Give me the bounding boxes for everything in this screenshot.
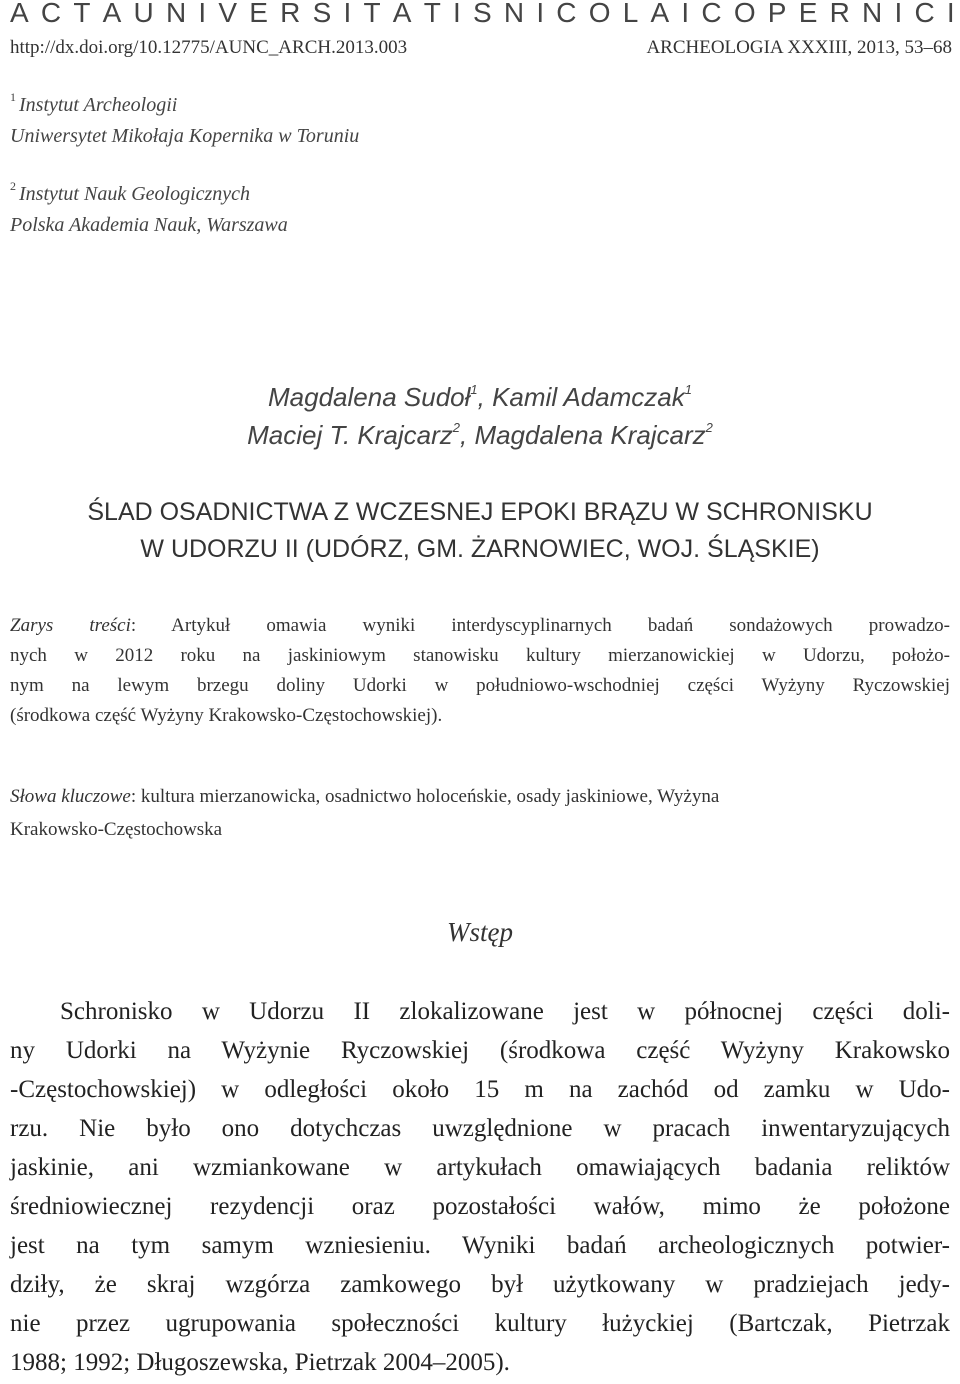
affiliation-text: Instytut Archeologii xyxy=(19,94,178,116)
journal-title-letter: C xyxy=(914,0,935,28)
journal-title-letter: A xyxy=(650,0,670,28)
paragraph-line: jaskinie, ani wzmiankowane w artykułach omawiających badania reliktów xyxy=(10,1154,950,1181)
journal-title xyxy=(10,0,955,28)
journal-title-letter: T xyxy=(363,0,381,28)
journal-title-letter: S xyxy=(312,0,332,28)
journal-title-letter: A xyxy=(392,0,412,28)
abstract-label: Zarys treści xyxy=(10,615,131,636)
affiliation-1 xyxy=(10,90,359,152)
author-affiliation-marker: 2 xyxy=(452,420,460,435)
journal-title-letter: T xyxy=(73,0,91,28)
journal-title-letter: C xyxy=(556,0,577,28)
journal-title-letter: N xyxy=(862,0,883,28)
journal-title-letter: I xyxy=(946,0,955,28)
journal-title-letter: E xyxy=(249,0,268,28)
article-title-line: ŚLAD OSADNICTWA Z WCZESNEJ EPOKI BRĄZU W SCHRONISKU xyxy=(87,498,873,526)
affiliation-line: Polska Akademia Nauk, Warszawa xyxy=(10,214,288,236)
journal-title-letter: P xyxy=(767,0,787,28)
journal-title-letter: R xyxy=(280,0,301,28)
journal-title-letter: A xyxy=(10,0,29,28)
journal-title-letter: I xyxy=(894,0,903,28)
affiliation-2 xyxy=(10,179,288,241)
journal-title-letter: I xyxy=(536,0,545,28)
paragraph-line: ny Udorki na Wyżynie Ryczowskiej (środkowa część Wyżyny Krakowsko xyxy=(10,1037,950,1064)
series-info: ARCHEOLOGIA XXXIII, 2013, 53–68 xyxy=(646,37,952,58)
article-title-line: W UDORZU II (UDÓRZ, GM. ŻARNOWIEC, WOJ. ŚLĄSKIE) xyxy=(140,535,820,563)
section-heading: Wstęp xyxy=(447,917,513,947)
affiliation-text: Instytut Nauk Geologicznych xyxy=(19,183,251,205)
keywords xyxy=(10,780,950,846)
paragraph-line: jest na tym samym wzniesieniu. Wyniki badań archeologicznych potwier- xyxy=(10,1232,950,1259)
journal-title-letter: O xyxy=(588,0,611,28)
abstract-line: nych w 2012 roku na jaskiniowym stanowisku kultury mierzanowickiej w Udorzu, położo- xyxy=(10,645,950,666)
journal-title-letter: R xyxy=(829,0,850,28)
keywords-text: : kultura mierzanowicka, osadnictwo holoceńskie, osady jaskiniowe, Wyżyna xyxy=(130,786,720,807)
journal-title-letter: A xyxy=(102,0,122,28)
author-name: Magdalena Krajcarz xyxy=(474,420,706,450)
journal-title-letter: U xyxy=(133,0,154,28)
paragraph-line: dziły, że skraj wzgórza zamkowego był użytkowany w pradziejach jedy- xyxy=(10,1271,950,1298)
journal-title-letter: S xyxy=(472,0,492,28)
author-line xyxy=(0,416,960,454)
journal-title-letter: O xyxy=(733,0,756,28)
keywords-line: Krakowsko-Częstochowska xyxy=(10,819,223,840)
keywords-line xyxy=(10,780,950,813)
affiliation-marker: 1 xyxy=(10,90,16,104)
journal-title-letter: C xyxy=(701,0,722,28)
journal-title-letter: N xyxy=(165,0,187,28)
author-affiliation-marker: 1 xyxy=(470,382,478,397)
author-affiliation-marker: 2 xyxy=(705,420,713,435)
paragraph-line: Schronisko w Udorzu II zlokalizowane jest w północnej części doli- xyxy=(60,998,950,1025)
affiliation-line: Uniwersytet Mikołaja Kopernika w Toruniu xyxy=(10,125,360,147)
journal-title-letter: N xyxy=(503,0,525,28)
abstract-line: nym na lewym brzegu doliny Udorki w południowo-wschodniej części Wyżyny Ryczowskiej xyxy=(10,675,950,696)
journal-title-letter: T xyxy=(423,0,441,28)
abstract-line xyxy=(10,611,950,641)
paragraph-line: -Częstochowskiej) w odległości około 15 m na zachód od zamku w Udo- xyxy=(10,1076,950,1103)
journal-title-letter: I xyxy=(453,0,461,28)
journal-title-letter: I xyxy=(198,0,207,28)
abstract-text: : Artykuł omawia wyniki interdyscyplinarnych badań sondażowych prowadzo- xyxy=(130,615,950,636)
author-separator: , xyxy=(477,382,493,412)
doi-link[interactable]: http://dx.doi.org/10.12775/AUNC_ARCH.2013.003 xyxy=(10,37,408,58)
article-title xyxy=(0,494,960,568)
author-line xyxy=(0,378,960,416)
journal-title-letter: E xyxy=(798,0,818,28)
header-meta xyxy=(10,36,952,60)
journal-title-letter: C xyxy=(40,0,62,28)
paragraph-line: 1988; 1992; Długoszewska, Pietrzak 2004–2005). xyxy=(10,1349,510,1376)
author-name: Magdalena Sudoł xyxy=(268,382,471,412)
paragraph-line: nie przez ugrupowania społeczności kultury łużyckiej (Bartczak, Pietrzak xyxy=(10,1310,950,1337)
keywords-label: Słowa kluczowe xyxy=(10,786,131,807)
author-separator: , xyxy=(459,420,475,450)
journal-title-letter: L xyxy=(622,0,639,28)
author-name: Maciej T. Krajcarz xyxy=(247,420,453,450)
journal-title-letter: V xyxy=(218,0,238,28)
author-name: Kamil Adamczak xyxy=(492,382,685,412)
affiliation-line xyxy=(10,90,359,121)
body-paragraph xyxy=(10,992,950,1382)
abstract-line: (środkowa część Wyżyny Krakowsko-Częstochowskiej). xyxy=(10,705,443,726)
abstract xyxy=(10,611,950,731)
paragraph-line: rzu. Nie było ono dotychczas uwzględnione w pracach inwentaryzujących xyxy=(10,1115,950,1142)
journal-title-letter: I xyxy=(343,0,352,28)
paragraph-line: średniowiecznej rezydencji oraz pozostałości wałów, mimo że położone xyxy=(10,1193,950,1220)
author-affiliation-marker: 1 xyxy=(684,382,692,397)
affiliation-line xyxy=(10,179,288,210)
journal-title-letter: I xyxy=(681,0,690,28)
affiliation-marker: 2 xyxy=(10,179,16,193)
author-list xyxy=(0,378,960,454)
